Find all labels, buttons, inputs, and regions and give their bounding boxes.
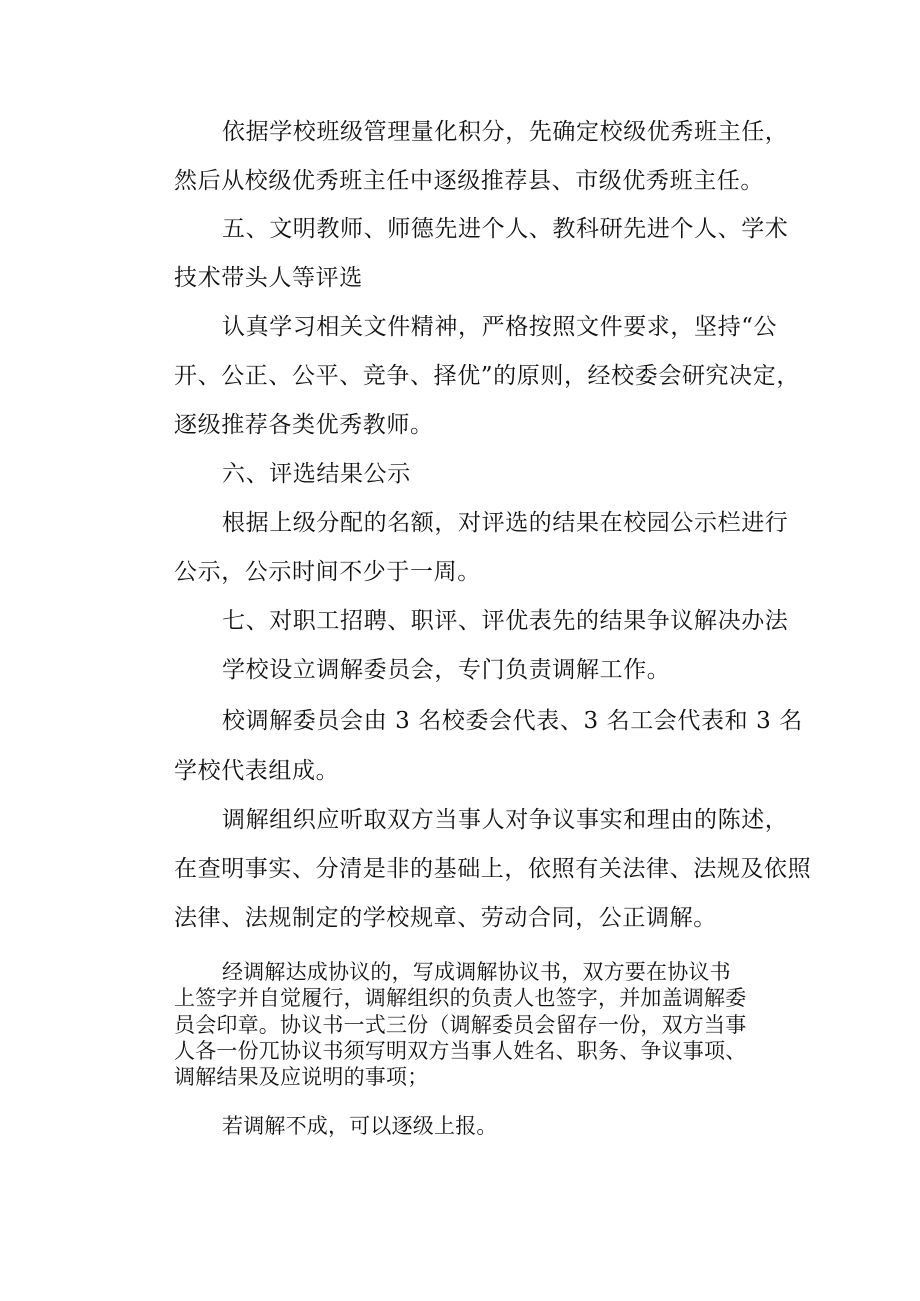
paragraph-line: 员会印章。协议书一式三份（调解委员会留存一份，双方当事 — [174, 1013, 747, 1037]
paragraph-line: 人各一份兀协议书须写明双方当事人姓名、职务、争议事项、 — [174, 1039, 747, 1063]
paragraph-line: 经调解达成协议的，写成调解协议书，双方要在协议书 — [222, 960, 731, 984]
paragraph-line: 校调解委员会由 3 名校委会代表、3 名工会代表和 3 名 — [222, 708, 803, 734]
paragraph-line: 根据上级分配的名额，对评选的结果在校园公示栏进行 — [222, 510, 789, 536]
paragraph-line: 学校代表组成。 — [174, 758, 340, 784]
paragraph-line: 然后从校级优秀班主任中逐级推荐县、市级优秀班主任。 — [174, 168, 764, 194]
paragraph-line: 在查明事实、分清是非的基础上，依照有关法律、法规及依照 — [174, 856, 812, 882]
section-heading: 技术带头人等评选 — [174, 265, 363, 291]
paragraph-line: 依据学校班级管理量化积分，先确定校级优秀班主任， — [222, 119, 789, 145]
paragraph-line: 开、公正、公平、竞争、择优”的原则，经校委会研究决定， — [174, 363, 800, 389]
paragraph-line: 公示，公示时间不少于一周。 — [174, 559, 481, 585]
paragraph-line: 若调解不成，可以逐级上报。 — [222, 1114, 498, 1138]
paragraph-line: 调解组织应听取双方当事人对争议事实和理由的陈述， — [222, 807, 789, 833]
paragraph-line: 调解结果及应说明的事项； — [174, 1065, 429, 1089]
paragraph-line: 上签字并自觉履行，调解组织的负责人也签字，并加盖调解委 — [174, 986, 747, 1010]
section-heading: 六、评选结果公示 — [222, 461, 411, 487]
paragraph-line: 逐级推荐各类优秀教师。 — [174, 412, 434, 438]
section-heading: 七、对职工招聘、职评、评优表先的结果争议解决办法 — [222, 608, 789, 634]
section-heading: 五、文明教师、师德先进个人、教科研先进个人、学术 — [222, 216, 789, 242]
paragraph-line: 学校设立调解委员会，专门负责调解工作。 — [222, 657, 671, 683]
paragraph-line: 认真学习相关文件精神，严格按照文件要求，坚持“公 — [222, 314, 778, 340]
paragraph-line: 法律、法规制定的学校规章、劳动合同，公正调解。 — [174, 905, 717, 931]
